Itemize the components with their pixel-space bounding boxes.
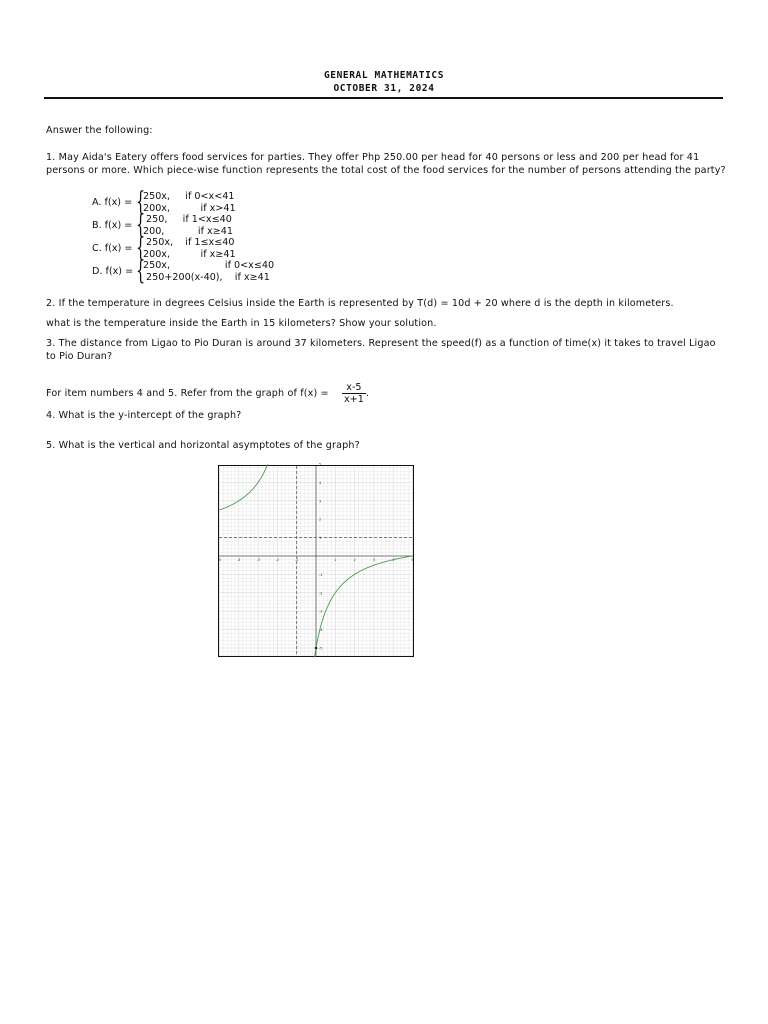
x-tick-label: -3 bbox=[256, 558, 260, 562]
x-tick-label: -2 bbox=[275, 558, 280, 562]
option-d-label: D. f(x) = bbox=[92, 266, 134, 277]
graph-reference-period: . bbox=[366, 388, 370, 399]
option-b-label: B. f(x) = bbox=[92, 220, 133, 231]
option-d-case-1: 250x, if 0<x≤40 bbox=[143, 260, 275, 271]
y-tick-label: 1 bbox=[319, 536, 322, 541]
x-tick-label: 4 bbox=[392, 558, 395, 562]
option-c-label: C. f(x) = bbox=[92, 243, 133, 254]
y-tick-label: -4 bbox=[319, 628, 323, 633]
x-tick-label: -5 bbox=[217, 558, 222, 562]
document-title: GENERAL MATHEMATICS bbox=[323, 70, 445, 81]
instructions: Answer the following: bbox=[46, 125, 153, 136]
y-tick-label: -2 bbox=[319, 591, 323, 596]
document-date: OCTOBER 31, 2024 bbox=[333, 83, 435, 94]
x-tick-label: 3 bbox=[372, 558, 376, 562]
option-a-case-1: 250x, if 0<x<41 bbox=[143, 191, 235, 202]
option-c-case-2: 200x, if x≥41 bbox=[143, 248, 236, 260]
option-c-case-1: 250x, if 1≤x≤40 bbox=[143, 237, 235, 248]
function-curve-right-branch bbox=[314, 556, 412, 657]
option-b-case-1: 250, if 1<x≤40 bbox=[143, 214, 232, 225]
fraction-numerator: x-5 bbox=[342, 382, 366, 394]
option-c-brace: { bbox=[136, 233, 146, 263]
function-fraction bbox=[342, 382, 366, 405]
x-tick-label: 2 bbox=[353, 558, 356, 562]
option-b-case-2: 200, if x≥41 bbox=[143, 225, 233, 237]
function-graph bbox=[217, 462, 414, 657]
x-tick-label: 5 bbox=[411, 558, 414, 562]
y-tick-label: 4 bbox=[319, 480, 322, 485]
y-intercept-point bbox=[315, 647, 318, 650]
question-2-line-2: what is the temperature inside the Earth in 15 kilometers? Show your solution. bbox=[46, 318, 437, 329]
x-tick-label: -4 bbox=[237, 558, 241, 562]
option-b-brace: { bbox=[136, 210, 146, 240]
option-a-label: A. f(x) = bbox=[92, 197, 133, 208]
question-1-text: 1. May Aida's Eatery offers food services for parties. They offer Php 250.00 per head for 40 persons or less and 200 per head for 41 persons or more. Which piece-wise function represents the total cost of the food services for the number of persons attending the party? bbox=[46, 152, 726, 176]
option-a-case-2: 200x, if x>41 bbox=[143, 202, 236, 214]
y-tick-label: 5 bbox=[319, 462, 322, 467]
fraction-denominator: x+1 bbox=[344, 394, 364, 405]
question-4-text: 4. What is the y-intercept of the graph? bbox=[46, 410, 242, 421]
option-a-brace: { bbox=[136, 187, 146, 217]
option-d-case-2: 250+200(x-40), if x≥41 bbox=[143, 271, 270, 283]
x-tick-label: -1 bbox=[294, 558, 299, 562]
graph-reference-text: For item numbers 4 and 5. Refer from the graph of f(x) = bbox=[46, 388, 329, 399]
y-tick-label: -3 bbox=[319, 609, 323, 614]
header-rule bbox=[44, 97, 723, 99]
question-2-line-1: 2. If the temperature in degrees Celsius inside the Earth is represented by T(d) = 10d + 20 where d is the depth in kilometers. bbox=[46, 298, 674, 309]
question-3-text: 3. The distance from Ligao to Pio Duran is around 37 kilometers. Represent the speed(f) as a function of time(x) it takes to travel Ligao to Pio Duran? bbox=[46, 338, 716, 362]
y-tick-label: -1 bbox=[319, 572, 323, 577]
x-tick-label: 1 bbox=[334, 558, 337, 562]
graph-canvas bbox=[217, 462, 414, 656]
y-tick-label: -5 bbox=[319, 646, 323, 651]
option-d-brace: { bbox=[136, 256, 146, 286]
y-tick-label: 3 bbox=[319, 499, 322, 504]
y-tick-label: 2 bbox=[319, 517, 322, 522]
question-5-text: 5. What is the vertical and horizontal asymptotes of the graph? bbox=[46, 440, 360, 451]
